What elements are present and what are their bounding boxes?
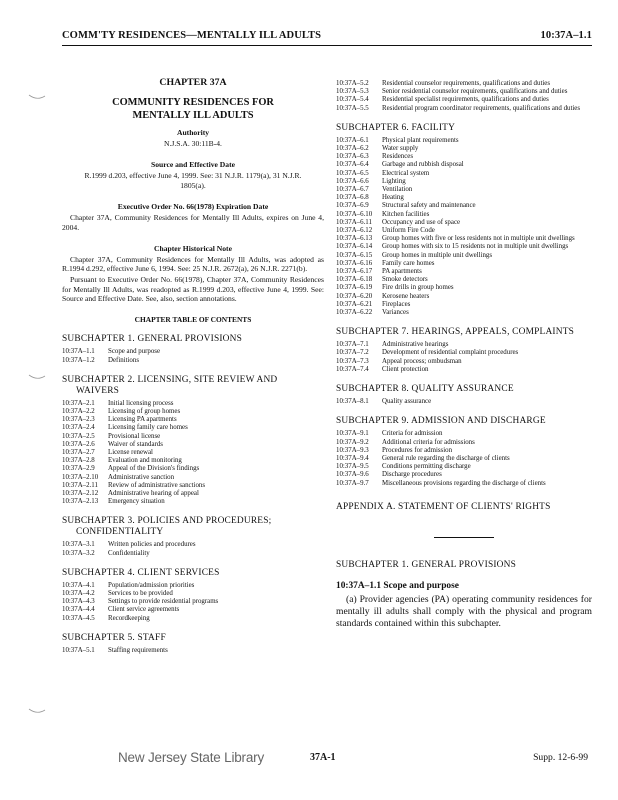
toc-entry[interactable] <box>336 260 592 268</box>
toc-entry-number: 10:37A–6.20 <box>336 292 373 300</box>
toc-entry-number: 10:37A–6.17 <box>336 268 373 276</box>
source-text: R.1999 d.203, effective June 4, 1999. See: 31 N.J.R. 1179(a), 31 N.J.R. 1805(a). <box>84 171 302 190</box>
toc-entry[interactable] <box>62 433 324 441</box>
body-subchapter-heading: SUBCHAPTER 1. GENERAL PROVISIONS <box>336 559 517 570</box>
toc-entry[interactable] <box>62 424 324 432</box>
toc-entry-title: License renewal <box>108 448 153 456</box>
toc-entry[interactable] <box>336 447 592 455</box>
toc-subchapter-title: SUBCHAPTER 9. ADMISSION AND DISCHARGE <box>336 416 546 427</box>
section-paragraph: (a) Provider agencies (PA) operating community residences for mentally ill adults shall comply with the physical and program standards contained within this subchapter. <box>336 593 592 629</box>
toc-entry-title: Residential specialist requirements, qualifications and duties <box>382 96 549 104</box>
toc-entry-number: 10:37A–5.4 <box>336 96 369 104</box>
toc-entry-title: Waiver of standards <box>108 440 163 448</box>
toc-entry-number: 10:37A–1.1 <box>62 348 95 356</box>
toc-entry[interactable] <box>336 243 592 251</box>
toc-entry-number: 10:37A–6.13 <box>336 235 373 243</box>
toc-entry[interactable] <box>336 463 592 471</box>
toc-entry-number: 10:37A–2.9 <box>62 465 95 473</box>
toc-entry-title: Licensing of group homes <box>108 407 181 415</box>
toc-entry[interactable] <box>62 606 324 614</box>
margin-mark-icon <box>28 92 46 102</box>
toc-entry-number: 10:37A–6.10 <box>336 210 373 218</box>
toc-entry-title: Discharge procedures <box>382 471 442 479</box>
toc-entry-title: Administrative hearings <box>382 341 449 349</box>
toc-entry-number: 10:37A–7.3 <box>336 357 369 365</box>
left-column <box>62 72 324 655</box>
toc-subchapter <box>62 568 324 579</box>
running-header <box>62 30 592 44</box>
toc-entry[interactable] <box>336 341 592 349</box>
toc-entry-number: 10:37A–6.6 <box>336 177 369 185</box>
toc-entry-number: 10:37A–4.1 <box>62 581 95 589</box>
toc-entry-title: Fireplaces <box>382 300 411 308</box>
page-footer <box>62 748 592 770</box>
toc-entry-number: 10:37A–2.2 <box>62 407 95 415</box>
toc-entry-number: 10:37A–9.5 <box>336 463 369 471</box>
table-of-contents-heading: CHAPTER TABLE OF CONTENTS <box>134 315 252 325</box>
toc-entry[interactable] <box>336 88 592 96</box>
toc-entry-number: 10:37A–8.1 <box>336 398 369 406</box>
toc-entry-title: Group homes with six to 15 residents not in multiple unit dwellings <box>382 243 569 251</box>
toc-entry-title: Recordkeeping <box>108 614 150 622</box>
toc-entry-number: 10:37A–2.10 <box>62 473 99 481</box>
toc-entry[interactable] <box>336 439 592 447</box>
toc-entry[interactable] <box>62 357 324 365</box>
toc-entry[interactable] <box>336 161 592 169</box>
toc-entry-title: Ventilation <box>382 186 413 194</box>
historical-note-text-1: Chapter 37A, Community Residences for Mentally Ill Adults, was adopted as R.1994 d.292, effective June 6, 1994. See: 25 N.J.R. 2672(a), 26 N.J.R. 2271(b). <box>62 254 324 274</box>
toc-entry[interactable] <box>336 137 592 145</box>
toc-entry[interactable] <box>62 498 324 506</box>
toc-entry-number: 10:37A–6.9 <box>336 202 369 210</box>
authority-heading: Authority <box>176 128 210 137</box>
toc-entry-number: 10:37A–6.12 <box>336 227 373 235</box>
toc-subchapter-title: SUBCHAPTER 1. GENERAL PROVISIONS <box>62 334 243 345</box>
toc-entry-title: Written policies and procedures <box>108 541 196 549</box>
toc-entry-title: Development of residential complaint procedures <box>382 349 519 357</box>
toc-subchapter-title: SUBCHAPTER 5. STAFF <box>62 632 166 643</box>
toc-entry[interactable] <box>62 550 324 558</box>
toc-entry-number: 10:37A–6.18 <box>336 276 373 284</box>
toc-entry-number: 10:37A–2.12 <box>62 489 99 497</box>
toc-entry[interactable] <box>336 145 592 153</box>
toc-entry-title: Kitchen facilities <box>382 210 430 218</box>
toc-entry-title: Additional criteria for admissions <box>382 438 475 446</box>
page-number: 37A-1 <box>310 752 336 763</box>
toc-entry[interactable] <box>62 474 324 482</box>
toc-entry-title: Client service agreements <box>108 606 180 614</box>
toc-entry-number: 10:37A–1.2 <box>62 356 95 364</box>
toc-entry[interactable] <box>62 465 324 473</box>
toc-subchapter-title-cont: WAIVERS <box>76 385 120 396</box>
toc-entry-title: Occupancy and use of space <box>382 218 461 226</box>
toc-entry-number: 10:37A–9.6 <box>336 471 369 479</box>
toc-entry-number: 10:37A–4.5 <box>62 614 95 622</box>
toc-entry-title: Administrative sanction <box>108 473 175 481</box>
toc-entry-number: 10:37A–2.3 <box>62 416 95 424</box>
toc-entry[interactable] <box>62 647 324 655</box>
toc-entry-number: 10:37A–7.2 <box>336 349 369 357</box>
section-heading: 10:37A–1.1 Scope and purpose <box>336 580 459 591</box>
toc-entry[interactable] <box>336 194 592 202</box>
toc-entry[interactable] <box>336 349 592 357</box>
toc-subchapter-title: SUBCHAPTER 6. FACILITY <box>336 122 456 133</box>
toc-entry[interactable] <box>62 490 324 498</box>
toc-entry-title: Physical plant requirements <box>382 136 459 144</box>
toc-entry-number: 10:37A–6.2 <box>336 145 369 153</box>
toc-entry-title: Evaluation and monitoring <box>108 457 182 465</box>
toc-entry-title: General rule regarding the discharge of clients <box>382 454 510 462</box>
library-watermark: New Jersey State Library <box>118 750 265 765</box>
toc-entry[interactable] <box>62 598 324 606</box>
toc-entry-title: Procedures for admission <box>382 446 453 454</box>
toc-subchapter-title: SUBCHAPTER 8. QUALITY ASSURANCE <box>336 384 514 395</box>
toc-entry[interactable] <box>336 235 592 243</box>
toc-entry-number: 10:37A–6.3 <box>336 153 369 161</box>
toc-entry-number: 10:37A–6.19 <box>336 284 373 292</box>
toc-entry-title: Scope and purpose <box>108 348 161 356</box>
toc-subchapter-title-cont: CONFIDENTIALITY <box>76 527 164 538</box>
toc-subchapter <box>62 516 324 538</box>
toc-entry[interactable] <box>336 105 592 113</box>
toc-entry-title: Senior residential counselor requirements, qualifications and duties <box>382 88 568 96</box>
toc-entry-number: 10:37A–9.4 <box>336 454 369 462</box>
toc-entry-number: 10:37A–6.7 <box>336 186 369 194</box>
toc-entry[interactable] <box>336 471 592 479</box>
toc-entry-number: 10:37A–2.13 <box>62 498 99 506</box>
toc-entry[interactable] <box>336 186 592 194</box>
toc-entry[interactable] <box>62 541 324 549</box>
toc-subchapter <box>62 375 324 397</box>
toc-entry-number: 10:37A–9.7 <box>336 479 369 487</box>
toc-entry-number: 10:37A–5.2 <box>336 80 369 87</box>
toc-entry-number: 10:37A–4.3 <box>62 598 95 606</box>
margin-mark-icon <box>28 372 46 382</box>
toc-subchapter-title: SUBCHAPTER 3. POLICIES AND PROCEDURES; <box>62 516 272 527</box>
toc-entry-title: Appeal process; ombudsman <box>382 357 462 365</box>
toc-entry-number: 10:37A–5.1 <box>62 646 95 654</box>
toc-entry-number: 10:37A–9.2 <box>336 438 369 446</box>
toc-entry-title: Licensing family care homes <box>108 424 188 432</box>
margin-mark-icon <box>28 706 46 716</box>
toc-subchapter <box>336 123 592 134</box>
toc-entry-number: 10:37A–6.16 <box>336 259 373 267</box>
toc-entry-title: Staffing requirements <box>108 646 168 654</box>
toc-entry-number: 10:37A–2.7 <box>62 448 95 456</box>
toc-entry-title: Water supply <box>382 145 419 153</box>
toc-entry-number: 10:37A–6.21 <box>336 300 373 308</box>
toc-entry-title: Residential counselor requirements, qualifications and duties <box>382 80 551 87</box>
toc-entry-title: Residences <box>382 153 413 161</box>
historical-note-heading: Chapter Historical Note <box>154 243 232 253</box>
toc-entry[interactable] <box>336 252 592 260</box>
toc-subchapter-title: SUBCHAPTER 7. HEARINGS, APPEALS, COMPLAINTS <box>336 327 575 338</box>
toc-entry[interactable] <box>62 615 324 623</box>
toc-entry-title: Population/admission priorities <box>108 581 195 589</box>
toc-entry-number: 10:37A–2.8 <box>62 457 95 465</box>
toc-entry[interactable] <box>62 400 324 408</box>
toc-entry[interactable] <box>336 211 592 219</box>
toc-entry[interactable] <box>336 430 592 438</box>
toc-entry-title: Review of administrative sanctions <box>108 481 206 489</box>
toc-entry-number: 10:37A–6.14 <box>336 243 373 251</box>
toc-entry-title: Quality assurance <box>382 398 432 406</box>
toc-entry-number: 10:37A–5.5 <box>336 104 369 112</box>
exec-order-text: Chapter 37A, Community Residences for Mentally Ill Adults, expires on June 4, 2004. <box>62 213 324 232</box>
toc-entry-number: 10:37A–2.6 <box>62 440 95 448</box>
toc-entry-title: PA apartments <box>382 268 422 276</box>
toc-entry[interactable] <box>336 219 592 227</box>
toc-entry[interactable] <box>336 227 592 235</box>
toc-entry-number: 10:37A–7.4 <box>336 365 369 373</box>
toc-entry-number: 10:37A–6.4 <box>336 161 369 169</box>
toc-entry-number: 10:37A–6.11 <box>336 218 372 226</box>
toc-appendix[interactable]: APPENDIX A. STATEMENT OF CLIENTS' RIGHTS <box>336 501 551 512</box>
chapter-number: CHAPTER 37A <box>159 77 227 88</box>
toc-entry-title: Electrical system <box>382 169 430 177</box>
toc-entry[interactable] <box>336 301 592 309</box>
toc-entry-number: 10:37A–2.4 <box>62 424 95 432</box>
toc-subchapter <box>62 633 324 644</box>
toc-entry-number: 10:37A–2.5 <box>62 432 95 440</box>
header-section-number: 10:37A–1.1 <box>540 30 592 41</box>
toc-entry[interactable] <box>336 480 592 488</box>
toc-entry[interactable] <box>336 358 592 366</box>
toc-entry-number: 10:37A–3.1 <box>62 541 95 549</box>
toc-entry-number: 10:37A–9.3 <box>336 446 369 454</box>
toc-entry-title: Settings to provide residential programs <box>108 598 219 606</box>
toc-entry-title: Licensing PA apartments <box>108 416 177 424</box>
source-heading: Source and Effective Date <box>150 160 235 170</box>
header-rule <box>62 45 592 46</box>
toc-entry[interactable] <box>336 153 592 161</box>
toc-entry[interactable] <box>336 284 592 292</box>
toc-entry-number: 10:37A–6.15 <box>336 251 373 259</box>
toc-entry-number: 10:37A–6.1 <box>336 136 369 144</box>
toc-entry[interactable] <box>336 178 592 186</box>
toc-entry-number: 10:37A–6.8 <box>336 194 369 202</box>
toc-subchapter <box>62 334 324 345</box>
supplement-date: Supp. 12-6-99 <box>533 752 588 763</box>
toc-entry-title: Smoke detectors <box>382 276 428 284</box>
toc-entry-title: Conditions permitting discharge <box>382 463 471 471</box>
toc-subchapter <box>336 327 592 338</box>
toc-entry-number: 10:37A–4.4 <box>62 606 95 614</box>
toc-entry-number: 10:37A–6.5 <box>336 169 369 177</box>
toc-entry-number: 10:37A–3.2 <box>62 549 95 557</box>
toc-entry[interactable] <box>62 348 324 356</box>
toc-left-list <box>62 334 324 655</box>
toc-entry-title: Provisional license <box>108 432 161 440</box>
toc-entry[interactable] <box>62 482 324 490</box>
toc-entry-title: Variances <box>382 309 409 317</box>
authority-text: N.J.S.A. 30:11B-4. <box>164 139 222 148</box>
toc-entry[interactable] <box>336 80 592 88</box>
toc-entry-number: 10:37A–2.11 <box>62 481 98 489</box>
toc-entry-title: Kerosene heaters <box>382 292 430 300</box>
toc-entry-title: Initial licensing process <box>108 399 174 407</box>
toc-entry-title: Uniform Fire Code <box>382 227 435 235</box>
chapter-title: COMMUNITY RESIDENCES FOR MENTALLY ILL ADULTS <box>112 97 274 121</box>
toc-entry[interactable] <box>336 202 592 210</box>
toc-entry[interactable] <box>62 590 324 598</box>
toc-entry-title: Appeal of the Division's findings <box>108 465 200 473</box>
toc-entry[interactable] <box>336 276 592 284</box>
toc-entry-title: Services to be provided <box>108 589 173 597</box>
toc-entry[interactable] <box>336 96 592 104</box>
toc-entry-number: 10:37A–2.1 <box>62 399 95 407</box>
toc-entry-title: Garbage and rubbish disposal <box>382 161 464 169</box>
toc-entry-number: 10:37A–5.3 <box>336 88 369 96</box>
toc-entry-title: Administrative hearing of appeal <box>108 489 199 497</box>
toc-entry[interactable] <box>336 268 592 276</box>
toc-entry-number: 10:37A–6.22 <box>336 309 373 317</box>
toc-entry[interactable] <box>62 457 324 465</box>
toc-entry-number: 10:37A–9.1 <box>336 430 369 438</box>
toc-entry-title: Client protection <box>382 365 429 373</box>
toc-subchapter-title: SUBCHAPTER 2. LICENSING, SITE REVIEW AND <box>62 374 278 385</box>
toc-entry-title: Group homes with five or less residents not in multiple unit dwellings <box>382 235 575 243</box>
toc-entry[interactable] <box>62 449 324 457</box>
toc-entry[interactable] <box>336 398 592 406</box>
toc-entry[interactable] <box>336 309 592 317</box>
toc-entry-title: Criteria for admission <box>382 430 443 438</box>
toc-entry[interactable] <box>62 416 324 424</box>
toc-entry-title: Fire drills in group homes <box>382 284 454 292</box>
toc-entry[interactable] <box>336 170 592 178</box>
toc-entry-title: Lighting <box>382 177 406 185</box>
toc-entry-number: 10:37A–7.1 <box>336 341 369 349</box>
toc-entry-title: Miscellaneous provisions regarding the discharge of clients <box>382 479 546 487</box>
toc-entry[interactable] <box>336 293 592 301</box>
toc-subchapter <box>336 416 592 427</box>
toc-entry-title: Confidentiality <box>108 549 150 557</box>
toc-entry[interactable] <box>62 582 324 590</box>
toc-entry-title: Heating <box>382 194 404 202</box>
exec-order-heading: Executive Order No. 66(1978) Expiration Date <box>117 202 269 212</box>
toc-entry-title: Residential program coordinator requirements, qualifications and duties <box>382 104 581 112</box>
toc-subchapter <box>336 384 592 395</box>
toc-entry-title: Definitions <box>108 356 140 364</box>
toc-entry-title: Group homes in multiple unit dwellings <box>382 251 493 259</box>
section-divider <box>434 537 494 538</box>
toc-entry[interactable] <box>336 366 592 374</box>
toc-entry-title: Family care homes <box>382 259 435 267</box>
toc-entry[interactable] <box>62 408 324 416</box>
right-column <box>336 80 592 630</box>
toc-entry[interactable] <box>336 455 592 463</box>
header-title: COMM'TY RESIDENCES—MENTALLY ILL ADULTS <box>62 30 322 41</box>
toc-entry-number: 10:37A–4.2 <box>62 589 95 597</box>
toc-entry-title: Emergency situation <box>108 498 165 506</box>
toc-entry[interactable] <box>62 441 324 449</box>
toc-subchapter-title: SUBCHAPTER 4. CLIENT SERVICES <box>62 567 220 578</box>
toc-entry-title: Structural safety and maintenance <box>382 202 476 210</box>
historical-note-text-2: Pursuant to Executive Order No. 66(1978), Chapter 37A, Community Residences for Mentally Ill Adults, was readopted as R.1999 d.203, effective June 4, 1999. See: Source and Effective Date. See, also, section annotations. <box>62 275 324 303</box>
